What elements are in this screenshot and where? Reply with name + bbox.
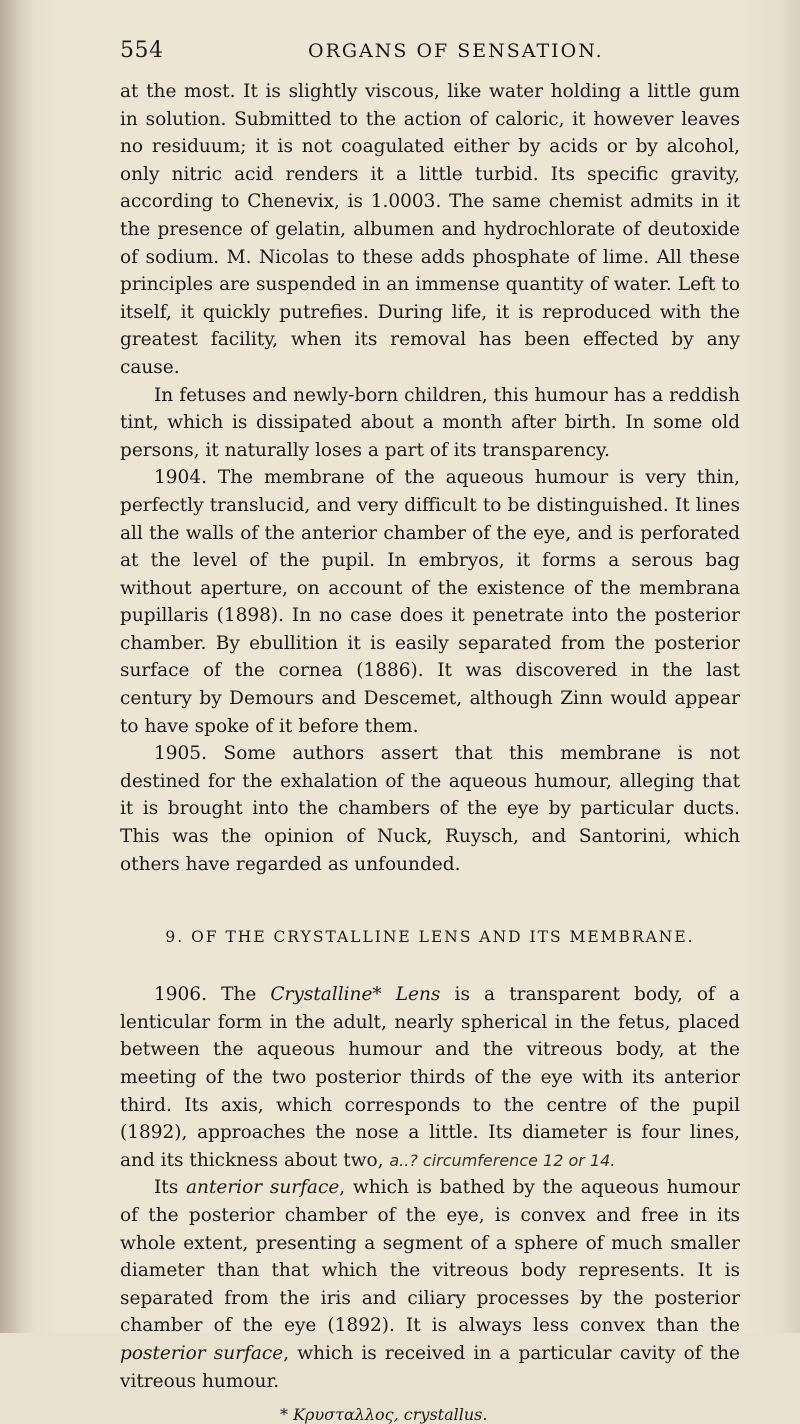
paragraph-anterior-body: , which is bathed by the aqueous humour of the posterior chamber of the eye, is convex and free in its whole extent, presenting a segment of a sphere of much smaller diameter than that which the vitreous body represents. It is separated from the iris and ciliary processes by the posterior chamber of the eye (1892). It is always less convex than the: [120, 1177, 740, 1337]
paragraph-1906-lead: 1906. The: [154, 984, 271, 1006]
footnote: * Κρυσταλλος, crystallus.: [280, 1405, 488, 1424]
term-posterior-surface: posterior surface: [120, 1342, 284, 1364]
page-number: 554: [120, 38, 164, 63]
paragraph-anterior-lead: Its: [154, 1177, 186, 1199]
paragraph-1906-body: is a transparent body, of a lenticular form in the adult, nearly spherical in the fetus, placed between the aqueous humour and the vitreous body, at the meeting of the two posterior thirds of the eye with its anterior third. Its axis, which corresponds to the centre of the pupil (1892), approaches the nose a little. Its diameter is four lines, and its thickness about two,: [120, 984, 740, 1171]
running-head: [120, 38, 740, 78]
paragraph-anterior-surface: [120, 1174, 740, 1395]
paragraph-fetus-humour: In fetuses and newly-born children, this humour has a reddish tint, which is dissipated about a month after birth. In some old persons, it naturally loses a part of its transparency.: [120, 384, 740, 461]
paragraph-1906: [120, 981, 740, 1174]
page-gutter-shadow: [0, 0, 34, 1333]
term-crystalline-lens: Crystalline* Lens: [270, 984, 441, 1006]
running-title: ORGANS OF SENSATION.: [308, 40, 604, 62]
paragraph-1905: 1905. Some authors assert that this membrane is not destined for the exhalation of the aqueous humour, alleging that it is brought into the chambers of the eye by particular ducts. This was the opinion of Nuck, Ruysch, and Santorini, which others have regarded as unfounded.: [120, 743, 740, 875]
section-heading: 9. OF THE CRYSTALLINE LENS AND ITS MEMBRANE.: [165, 928, 695, 947]
paragraph-aqueous-properties: at the most. It is slightly viscous, like water holding a little gum in solution. Submitted to the action of caloric, it however leaves no residuum; it is not coagulated either by acids or by alcohol, only nitric acid renders it a little turbid. Its specific gravity, according to Chenevix, is 1.0003. The same chemist admits in it the presence of gelatin, albumen and hydrochlorate of deutoxide of sodium. M. Nicolas to these adds phosphate of lime. All these principles are suspended in an immense quantity of water. Left to itself, it quickly putrefies. During life, it is reproduced with the greatest facility, when its removal has been effected by any cause.: [120, 81, 740, 378]
handwritten-annotation: a..? circumference 12 or 14.: [389, 1150, 616, 1170]
page-content: [120, 38, 740, 1424]
paragraph-anterior-end: , which is received in a particular cavity of the vitreous humour.: [120, 1342, 741, 1392]
paragraph-1904: 1904. The membrane of the aqueous humour is very thin, perfectly translucid, and very difficult to be distinguished. It lines all the walls of the anterior chamber of the eye, and is perforated at the level of the pupil. In embryos, it forms a serous bag without aperture, on account of the existence of the membrana pupillaris (1898). In no case does it penetrate into the posterior chamber. By ebullition it is easily separated from the posterior surface of the cornea (1886). It was discovered in the last century by Demours and Descemet, although Zinn would appear to have spoke of it before them.: [120, 467, 740, 737]
term-anterior-surface: anterior surface: [186, 1177, 340, 1199]
